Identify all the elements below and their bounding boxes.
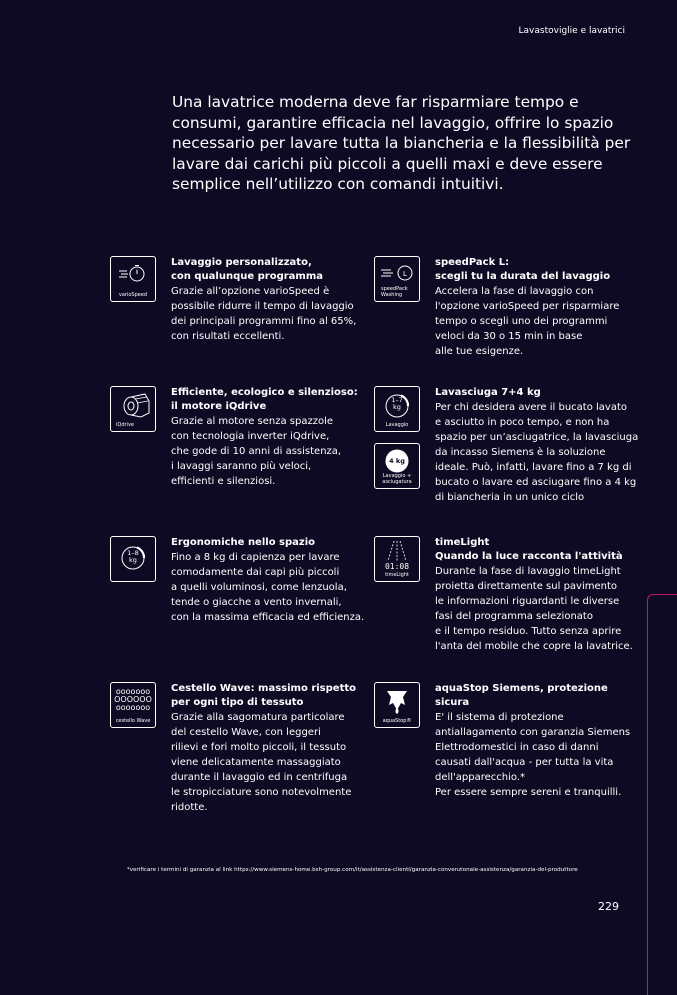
icon-capacity-text: 1–7 kg <box>391 396 403 411</box>
drum-capacity-icon <box>374 386 420 432</box>
icon-capacity-text: 4 kg <box>389 457 405 465</box>
feature-title: Lavaggio personalizzato, con qualunque programma <box>171 257 324 282</box>
feature-title: timeLight Quando la luce racconta l'attività <box>435 537 623 562</box>
capacity-icon <box>110 536 156 582</box>
icon-label: speedPack Washing <box>381 286 408 298</box>
feature-title: Ergonomiche nello spazio <box>171 537 316 548</box>
side-tab-decoration <box>647 594 677 995</box>
intro-paragraph: Una lavatrice moderna deve far risparmiare tempo e consumi, garantire efficacia nel lavaggio, offrire lo spazio necessario per lavare tutta la biancheria e la flessibilità per lavare dai carichi più piccoli a quelli maxi e deve essere semplice nell’utilizzo con comandi intuitivi. <box>172 93 631 193</box>
feature-text: Fino a 8 kg di capienza per lavare comodamente dai capi più piccoli a quelli voluminosi, come lenzuola, tende o giacche a vento invernali, con la massima efficacia ed efficienza. <box>171 552 365 623</box>
feature-title: speedPack L: scegli tu la durata del lavaggio <box>435 257 611 282</box>
feature-title: Cestello Wave: massimo rispetto per ogni tipo di tessuto <box>171 683 356 708</box>
motor-icon <box>110 386 156 432</box>
footnote: *verificare i termini di garanzia al link https://www.siemens-home.bsh-group.com/it/assistenza-clienti/garanzia-convenzionale-assistenza/garanzia-del-produttore <box>127 867 578 873</box>
feature-text: Grazie al motore senza spazzole con tecnologia inverter iQdrive, che gode di 10 anni di assistenza, i lavaggi saranno più veloci, efficienti e silenziosi. <box>171 416 342 487</box>
icon-label: cestello Wave <box>115 717 151 724</box>
icon-label: timeLight <box>385 571 409 578</box>
stopwatch-icon <box>110 256 156 302</box>
feature-text: Durante la fase di lavaggio timeLight proietta direttamente sul pavimento le informazioni riguardanti le diverse fasi del programma selezionato e il tempo residuo. Tutto senza aprire l'anta del mobile che copre la lavatrice. <box>435 566 633 652</box>
svg-text:ooooooo: ooooooo <box>115 703 151 712</box>
page-number: 229 <box>598 900 619 913</box>
svg-text:OOOOOO: OOOOOO <box>114 695 152 704</box>
feature-title: Lavasciuga 7+4 kg <box>435 387 541 398</box>
icon-label: iQdrive <box>116 421 134 428</box>
svg-text:ooooooo: ooooooo <box>115 687 151 696</box>
feature-text: E' il sistema di protezione antiallagamento con garanzia Siemens Elettrodomestici in caso di danni causati dall'acqua - per tutta la vita dell'apparecchio.* Per essere sempre sereni e tranquilli. <box>435 712 631 798</box>
feature-text: Grazie all’opzione varioSpeed è possibile ridurre il tempo di lavaggio dei principali programmi fino al 65%, con risultati eccellenti. <box>171 286 357 342</box>
timelight-icon <box>374 536 420 582</box>
icon-label: aquaStop® <box>382 717 412 724</box>
feature-text: Accelera la fase di lavaggio con l'opzione varioSpeed per risparmiare tempo o scegli uno dei programmi veloci da 30 o 15 min in base alle tue esigenze. <box>435 286 620 357</box>
feature-text: Grazie alla sagomatura particolare del cestello Wave, con leggeri rilievi e fori molto piccoli, il tessuto viene delicatamente massaggiato durante il lavaggio ed in centrifuga le stropicciature sono notevolmente ridotte. <box>171 712 352 813</box>
icon-label: varioSpeed <box>118 291 148 298</box>
speedpack-icon <box>374 256 420 302</box>
icon-capacity-text: 1–8 kg <box>127 549 139 564</box>
feature-title: Efficiente, ecologico e silenzioso: il motore iQdrive <box>171 387 358 412</box>
svg-text:L: L <box>403 270 407 278</box>
aquastop-icon <box>374 682 420 728</box>
icon-label: Lavaggio <box>385 421 409 428</box>
feature-text: Per chi desidera avere il bucato lavato e asciutto in poco tempo, e non ha spazio per un’asciugatrice, la lavasciuga da incasso Siemens è la soluzione ideale. Può, infatti, lavare fino a 7 kg di bucato o lavare ed asciugare fino a 4 kg di biancheria in un unico ciclo <box>435 402 639 503</box>
feature-title: aquaStop Siemens, protezione sicura <box>435 683 608 708</box>
section-title: Lavastoviglie e lavatrici <box>518 26 625 36</box>
dryer-capacity-icon <box>374 443 420 489</box>
icon-label: Lavaggio + asciugatura <box>382 473 412 485</box>
drum-wave-icon <box>110 682 156 728</box>
icon-time-text: 01:08 <box>384 562 410 571</box>
